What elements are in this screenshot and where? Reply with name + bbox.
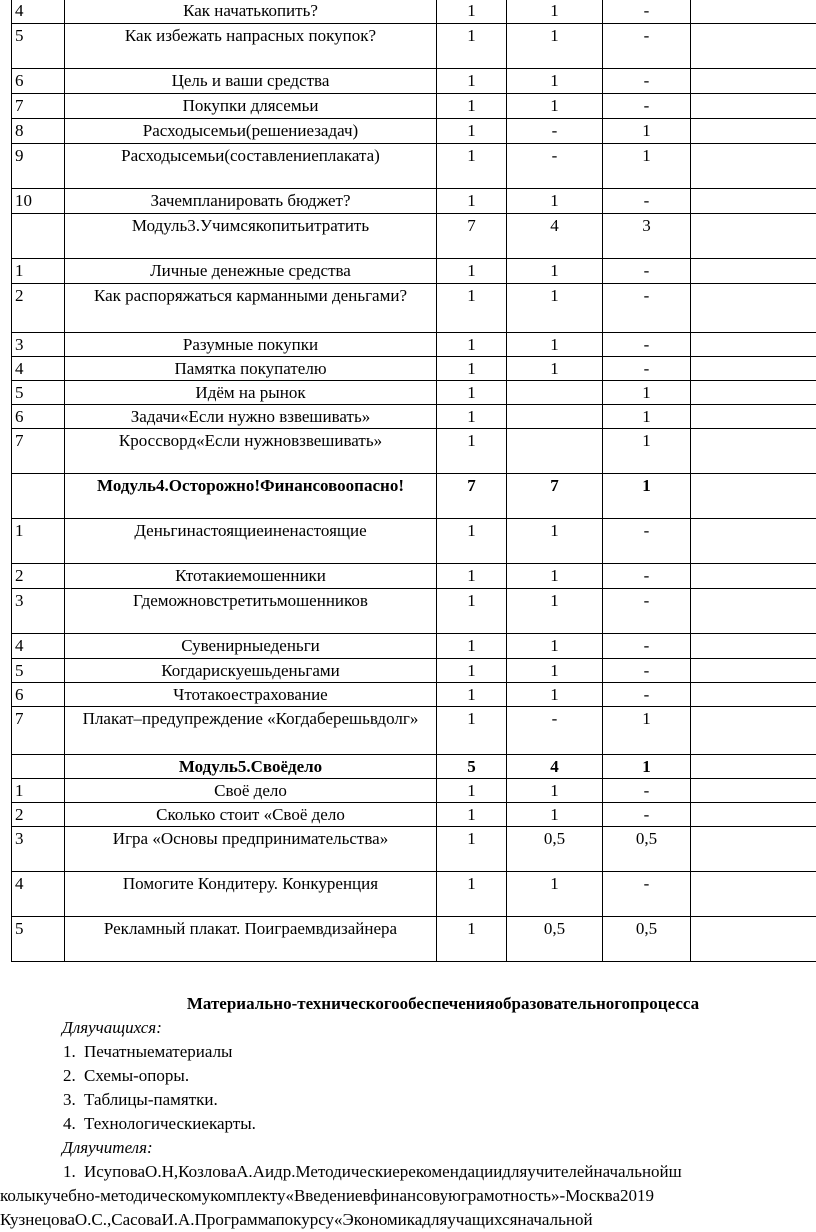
notes-cell: [691, 827, 816, 872]
hours-practice: -: [603, 259, 691, 284]
hours-practice: -: [603, 284, 691, 333]
notes-cell: [691, 589, 816, 634]
hours-theory: -: [507, 707, 603, 755]
table-row: [12, 119, 816, 144]
notes-cell: [691, 779, 816, 803]
curriculum-table-body: [12, 0, 816, 962]
hours-total: 7: [437, 474, 507, 519]
hours-practice: 0,5: [603, 917, 691, 962]
hours-theory: 1: [507, 659, 603, 683]
list-item: 4. Технологическиекарты.: [80, 1112, 816, 1136]
notes-cell: [691, 333, 816, 357]
lesson-title: Игра «Основы предпринимательства»: [65, 827, 437, 872]
lesson-title: Деньгинастоящиеиненастоящие: [65, 519, 437, 564]
hours-theory: 1: [507, 872, 603, 917]
hours-theory: 1: [507, 69, 603, 94]
hours-theory: 1: [507, 0, 603, 24]
row-number: 5: [12, 659, 65, 683]
notes-cell: [691, 872, 816, 917]
teachers-list: [0, 1160, 816, 1184]
hours-total: 1: [437, 429, 507, 474]
notes-cell: [691, 381, 816, 405]
table-row: [12, 405, 816, 429]
hours-theory: 1: [507, 259, 603, 284]
hours-theory: -: [507, 144, 603, 189]
hours-practice: -: [603, 519, 691, 564]
table-row: [12, 634, 816, 659]
table-row: [12, 803, 816, 827]
hours-total: 1: [437, 683, 507, 707]
hours-practice: -: [603, 779, 691, 803]
list-item: 1. ИсуповаО.Н,КозловаА.Аидр.Методическиерекомендациидляучителейначальнойш: [80, 1160, 816, 1184]
hours-total: 1: [437, 357, 507, 381]
hours-theory: 1: [507, 357, 603, 381]
hours-total: 5: [437, 755, 507, 779]
list-item: 2. Схемы-опоры.: [80, 1064, 816, 1088]
table-row: [12, 259, 816, 284]
hours-practice: 1: [603, 429, 691, 474]
lesson-title: Расходысемьи(составлениеплаката): [65, 144, 437, 189]
row-number: 4: [12, 0, 65, 24]
notes-cell: [691, 144, 816, 189]
hours-theory: 1: [507, 94, 603, 119]
lesson-title: Рекламный плакат. Поиграемвдизайнера: [65, 917, 437, 962]
row-number: 1: [12, 259, 65, 284]
table-row: [12, 381, 816, 405]
lesson-title: Помогите Кондитеру. Конкуренция: [65, 872, 437, 917]
lesson-title: Идём на рынок: [65, 381, 437, 405]
row-number: 7: [12, 429, 65, 474]
notes-cell: [691, 189, 816, 214]
hours-theory: 7: [507, 474, 603, 519]
hours-theory: 1: [507, 24, 603, 69]
table-row: [12, 333, 816, 357]
hours-total: 1: [437, 381, 507, 405]
table-row: [12, 474, 816, 519]
curriculum-table: [11, 0, 816, 962]
hours-total: 1: [437, 634, 507, 659]
lesson-title: Памятка покупателю: [65, 357, 437, 381]
hours-total: 1: [437, 24, 507, 69]
table-row: [12, 755, 816, 779]
lesson-title: Сколько стоит «Своё дело: [65, 803, 437, 827]
row-number: 4: [12, 357, 65, 381]
hours-theory: [507, 429, 603, 474]
hours-total: 1: [437, 803, 507, 827]
hours-practice: -: [603, 94, 691, 119]
hours-total: 1: [437, 144, 507, 189]
teachers-label: Дляучителя:: [62, 1138, 153, 1157]
hours-theory: 1: [507, 333, 603, 357]
hours-total: 1: [437, 119, 507, 144]
hours-theory: 0,5: [507, 917, 603, 962]
table-row: [12, 69, 816, 94]
hours-practice: -: [603, 357, 691, 381]
row-number: [12, 214, 65, 259]
row-number: 1: [12, 779, 65, 803]
table-row: [12, 0, 816, 24]
notes-cell: [691, 429, 816, 474]
hours-practice: -: [603, 589, 691, 634]
lesson-title: Модуль4.Осторожно!Финансовоопасно!: [65, 474, 437, 519]
row-number: 6: [12, 683, 65, 707]
list-item: 3. Таблицы-памятки.: [80, 1088, 816, 1112]
lesson-title: Зачемпланировать бюджет?: [65, 189, 437, 214]
row-number: 3: [12, 333, 65, 357]
materials-heading: Материально-техническогообеспеченияобразовательногопроцесса: [186, 994, 700, 1013]
hours-theory: 1: [507, 189, 603, 214]
row-number: 6: [12, 69, 65, 94]
hours-total: 7: [437, 214, 507, 259]
lesson-title: Цель и ваши средства: [65, 69, 437, 94]
table-row: [12, 24, 816, 69]
lesson-title: Когдарискуешьденьгами: [65, 659, 437, 683]
hours-practice: -: [603, 634, 691, 659]
notes-cell: [691, 683, 816, 707]
hours-theory: 4: [507, 214, 603, 259]
notes-cell: [691, 634, 816, 659]
lesson-title: Как начатькопить?: [65, 0, 437, 24]
hours-practice: -: [603, 872, 691, 917]
hours-total: 1: [437, 659, 507, 683]
teacher-item-continuation: колыкучебно-методическомукомплекту«Введениевфинансовуюграмотность»-Москва2019: [0, 1186, 654, 1205]
hours-theory: 1: [507, 779, 603, 803]
hours-practice: -: [603, 0, 691, 24]
hours-total: 1: [437, 284, 507, 333]
row-number: [12, 755, 65, 779]
row-number: 2: [12, 803, 65, 827]
table-row: [12, 779, 816, 803]
hours-practice: 1: [603, 144, 691, 189]
hours-total: 1: [437, 827, 507, 872]
lesson-title: Разумные покупки: [65, 333, 437, 357]
materials-section: [0, 992, 816, 1232]
hours-total: 1: [437, 333, 507, 357]
notes-cell: [691, 707, 816, 755]
notes-cell: [691, 94, 816, 119]
notes-cell: [691, 69, 816, 94]
table-row: [12, 189, 816, 214]
lesson-title: Как распоряжаться карманными деньгами?: [65, 284, 437, 333]
row-number: 10: [12, 189, 65, 214]
notes-cell: [691, 357, 816, 381]
hours-theory: [507, 405, 603, 429]
notes-cell: [691, 519, 816, 564]
table-row: [12, 284, 816, 333]
hours-practice: 1: [603, 381, 691, 405]
hours-total: 1: [437, 259, 507, 284]
hours-total: 1: [437, 405, 507, 429]
notes-cell: [691, 755, 816, 779]
hours-theory: 4: [507, 755, 603, 779]
row-number: 8: [12, 119, 65, 144]
hours-practice: -: [603, 24, 691, 69]
row-number: 2: [12, 284, 65, 333]
table-row: [12, 872, 816, 917]
hours-total: 1: [437, 189, 507, 214]
row-number: 3: [12, 827, 65, 872]
notes-cell: [691, 24, 816, 69]
lesson-title: Кроссворд«Если нужновзвешивать»: [65, 429, 437, 474]
lesson-title: Личные денежные средства: [65, 259, 437, 284]
lesson-title: Сувенирныеденьги: [65, 634, 437, 659]
table-row: [12, 144, 816, 189]
hours-total: 1: [437, 69, 507, 94]
hours-practice: 1: [603, 707, 691, 755]
hours-total: 1: [437, 519, 507, 564]
hours-total: 1: [437, 0, 507, 24]
row-number: 4: [12, 872, 65, 917]
hours-theory: 1: [507, 284, 603, 333]
notes-cell: [691, 284, 816, 333]
hours-practice: 1: [603, 755, 691, 779]
hours-theory: 1: [507, 634, 603, 659]
hours-practice: -: [603, 189, 691, 214]
table-row: [12, 94, 816, 119]
row-number: 9: [12, 144, 65, 189]
row-number: 6: [12, 405, 65, 429]
lesson-title: Плакат–предупреждение «Когдаберешьвдолг»: [65, 707, 437, 755]
table-row: [12, 707, 816, 755]
notes-cell: [691, 0, 816, 24]
hours-practice: -: [603, 333, 691, 357]
hours-total: 1: [437, 589, 507, 634]
lesson-title: Модуль5.Своёдело: [65, 755, 437, 779]
row-number: 1: [12, 519, 65, 564]
hours-total: 1: [437, 917, 507, 962]
lesson-title: Задачи«Если нужно взвешивать»: [65, 405, 437, 429]
table-row: [12, 357, 816, 381]
lesson-title: Своё дело: [65, 779, 437, 803]
hours-theory: 1: [507, 564, 603, 589]
notes-cell: [691, 259, 816, 284]
row-number: 2: [12, 564, 65, 589]
lesson-title: Чтотакоестрахование: [65, 683, 437, 707]
hours-practice: 1: [603, 405, 691, 429]
notes-cell: [691, 917, 816, 962]
notes-cell: [691, 474, 816, 519]
hours-practice: -: [603, 803, 691, 827]
notes-cell: [691, 214, 816, 259]
hours-total: 1: [437, 872, 507, 917]
hours-total: 1: [437, 94, 507, 119]
hours-theory: -: [507, 119, 603, 144]
hours-theory: 1: [507, 589, 603, 634]
notes-cell: [691, 564, 816, 589]
hours-practice: -: [603, 69, 691, 94]
table-row: [12, 827, 816, 872]
hours-practice: 3: [603, 214, 691, 259]
hours-theory: 0,5: [507, 827, 603, 872]
row-number: 7: [12, 94, 65, 119]
table-row: [12, 429, 816, 474]
notes-cell: [691, 405, 816, 429]
hours-theory: 1: [507, 683, 603, 707]
lesson-title: Гдеможновстретитьмошенников: [65, 589, 437, 634]
hours-practice: 0,5: [603, 827, 691, 872]
hours-total: 1: [437, 779, 507, 803]
table-row: [12, 214, 816, 259]
hours-theory: [507, 381, 603, 405]
teacher-item-2: КузнецоваО.С.,СасоваИ.А.Программапокурсу«Экономикадляучащихсяначальной: [0, 1210, 593, 1229]
table-row: [12, 659, 816, 683]
lesson-title: Ктотакиемошенники: [65, 564, 437, 589]
table-row: [12, 564, 816, 589]
hours-total: 1: [437, 564, 507, 589]
table-row: [12, 683, 816, 707]
row-number: 5: [12, 381, 65, 405]
lesson-title: Покупки длясемьи: [65, 94, 437, 119]
lesson-title: Модуль3.Учимсякопитьитратить: [65, 214, 437, 259]
lesson-title: Расходысемьи(решениезадач): [65, 119, 437, 144]
table-row: [12, 519, 816, 564]
hours-practice: -: [603, 564, 691, 589]
hours-practice: 1: [603, 119, 691, 144]
table-row: [12, 589, 816, 634]
list-item: 1. Печатныематериалы: [80, 1040, 816, 1064]
table-row: [12, 917, 816, 962]
row-number: [12, 474, 65, 519]
hours-theory: 1: [507, 803, 603, 827]
notes-cell: [691, 803, 816, 827]
lesson-title: Как избежать напрасных покупок?: [65, 24, 437, 69]
hours-practice: -: [603, 659, 691, 683]
students-list: [0, 1040, 816, 1136]
notes-cell: [691, 119, 816, 144]
notes-cell: [691, 659, 816, 683]
row-number: 5: [12, 24, 65, 69]
row-number: 3: [12, 589, 65, 634]
hours-practice: -: [603, 683, 691, 707]
hours-practice: 1: [603, 474, 691, 519]
hours-total: 1: [437, 707, 507, 755]
row-number: 5: [12, 917, 65, 962]
row-number: 4: [12, 634, 65, 659]
hours-theory: 1: [507, 519, 603, 564]
row-number: 7: [12, 707, 65, 755]
students-label: Дляучащихся:: [62, 1018, 162, 1037]
